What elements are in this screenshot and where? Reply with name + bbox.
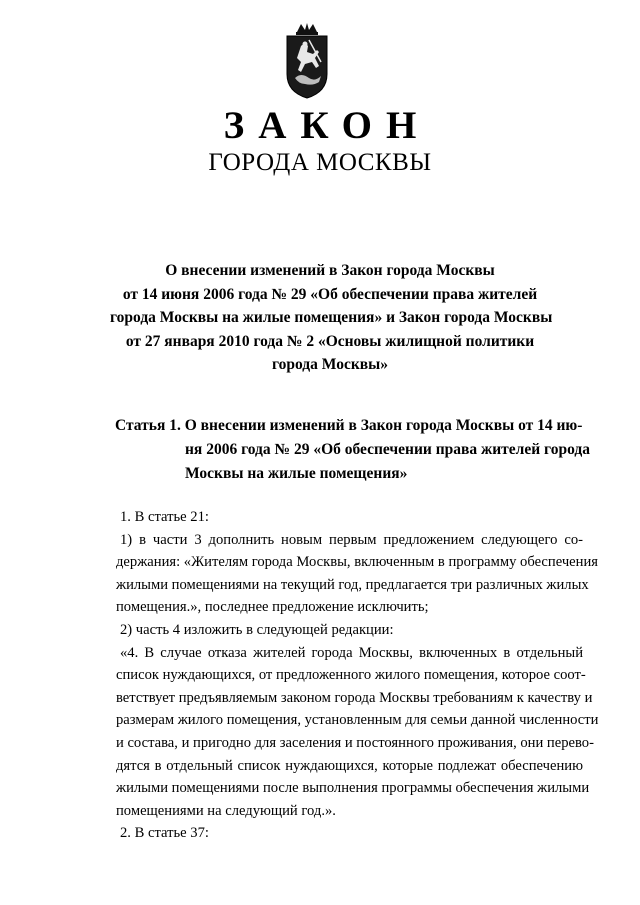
heading-line: города Москвы на жилые помещения» и Закон города Москвы <box>110 309 553 326</box>
body-line: жилыми помещениями после выполнения программы обеспечения жилыми <box>116 780 590 797</box>
body-line: дятся в отдельный список нуждающихся, которые подлежат обеспечению <box>116 757 583 774</box>
body-line: держания: «Жителям города Москвы, включенным в программу обеспечения <box>116 554 598 571</box>
heading-line: города Москвы» <box>271 356 388 373</box>
heading-line: от 27 января 2010 года № 2 «Основы жилищной политики <box>125 332 535 350</box>
article-line: Статья 1. О внесении изменений в Закон города Москвы от 14 ию- <box>115 417 583 434</box>
article-heading <box>115 414 590 486</box>
document-title: ЗАКОН <box>223 104 431 147</box>
document-subtitle: ГОРОДА МОСКВЫ <box>208 149 432 176</box>
body-line: ветствует предъявляемым законом города Москвы требованиям к качеству и <box>116 689 593 706</box>
body-line: 2) часть 4 изложить в следующей редакции: <box>120 621 394 638</box>
body-line: 1. В статье 21: <box>120 509 209 525</box>
article-line: ня 2006 года № 29 «Об обеспечении права жителей города <box>185 441 590 458</box>
moscow-coat-of-arms-icon <box>283 22 331 100</box>
body-line: помещения.», последнее предложение исключить; <box>116 599 429 616</box>
body-line: и состава, и пригодно для заселения и постоянного проживания, они перево- <box>116 734 594 751</box>
body-line: жилыми помещениями на текущий год, предлагается три различных жилых <box>116 576 589 593</box>
body-line: 2. В статье 37: <box>120 825 209 842</box>
body-line: помещениями на следующий год.». <box>116 802 336 819</box>
law-heading <box>110 259 553 377</box>
body-line: 1) в части 3 дополнить новым первым предложением следующего со- <box>120 531 583 548</box>
heading-line: от 14 июня 2006 года № 29 «Об обеспечении права жителей <box>122 285 538 303</box>
body-line: размерам жилого помещения, установленным для семьи данной численности <box>116 712 599 729</box>
heading-line: О внесении изменений в Закон города Москвы <box>165 262 495 279</box>
body-line: список нуждающихся, от предложенного жилого помещения, которое соот- <box>116 667 586 684</box>
body-line: «4. В случае отказа жителей города Москвы, включенных в отдельный <box>120 644 583 661</box>
article-line: Москвы на жилые помещения» <box>185 465 408 482</box>
article-body <box>116 506 599 845</box>
